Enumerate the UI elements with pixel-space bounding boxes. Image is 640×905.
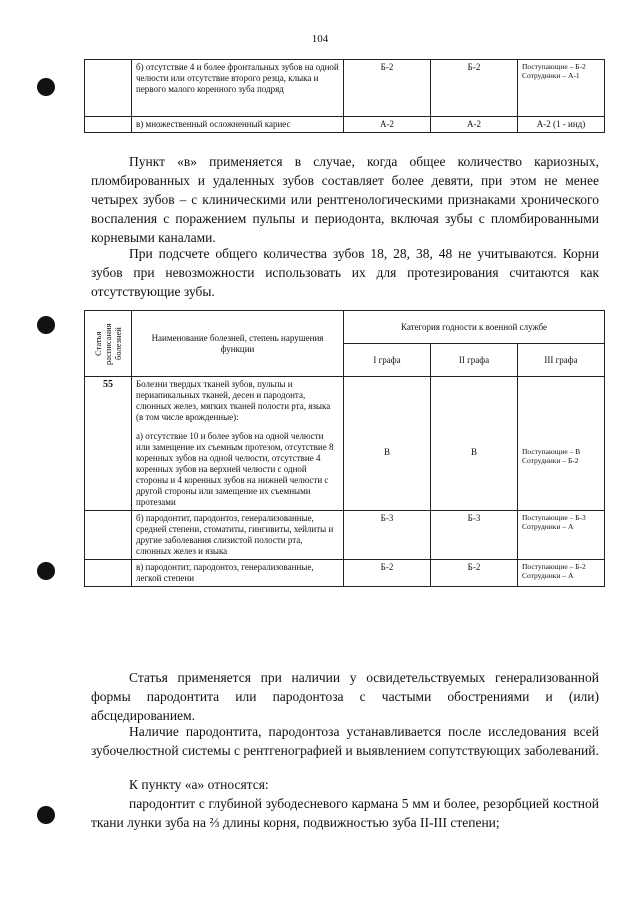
table-diseases [84,310,605,587]
grade-2: Б-2 [431,560,518,587]
article-cell [85,60,132,117]
grade-1: Б-3 [344,511,431,560]
grade-2: Б-3 [431,511,518,560]
paragraph-5: К пункту «а» относятся: [129,777,269,792]
grade-1: В [344,377,431,511]
grade-3: Поступающие – Б-2 Сотрудники – А-1 [518,60,605,117]
header-article: Статья расписания болезней [85,311,132,377]
header-g2: II графа [431,344,518,377]
binder-hole-4 [37,806,55,824]
grade-3: Поступающие – Б-2 Сотрудники – А [518,560,605,587]
grade-2: В [431,377,518,511]
table-row [85,117,605,133]
article-cell [85,560,132,587]
binder-hole-1 [37,78,55,96]
paragraph-3: Статья применяется при наличии у освидетельствуемых генерализованной формы пародонтита или пародонтоза с частыми обострениями и (или) абсцедированием. [91,670,599,723]
row-desc: Болезни твердых тканей зубов, пульпы и периапикальных тканей, десен и пародонта, слюнных желез, мягких тканей полости рта, языка (в том числе врожденные): а) отсутствие 10 и более зубов на одной челюсти или замещение их съемным протезом, отсутствие 8 коренных зубов на одной челюсти, отсутствие 4 коренных зубов на верхней челюсти с одной стороны и 4 коренных зубов на нижней челюсти с другой стороны или замещение их съемными протезами [132,377,344,511]
grade-3: Поступающие – В Сотрудники – Б-2 [518,377,605,511]
paragraph-6: пародонтит с глубиной зубодесневого кармана 5 мм и более, резорбцией костной ткани лунки зуба на ⅔ длины корня, подвижностью зуба II-III степени; [91,796,599,830]
grade-2: А-2 [431,117,518,133]
grade-3: А-2 (1 - инд) [518,117,605,133]
article-cell [85,511,132,560]
binder-hole-2 [37,316,55,334]
header-disease: Наименование болезней, степень нарушения функции [132,311,344,377]
article-cell [85,117,132,133]
row-desc: б) отсутствие 4 и более фронтальных зубов на одной челюсти или отсутствие второго резца, клыка и первого малого коренного зуба подряд [132,60,344,117]
header-g1: I графа [344,344,431,377]
page-number: 104 [311,33,329,45]
article-number: 55 [85,377,132,511]
row-desc: в) множественный осложненный кариес [132,117,344,133]
table-row [85,560,605,587]
row-desc: в) пародонтит, пародонтоз, генерализованные, легкой степени [132,560,344,587]
grade-2: Б-2 [431,60,518,117]
grade-3: Поступающие – Б-3 Сотрудники – А [518,511,605,560]
header-category: Категория годности к военной службе [344,311,605,344]
row-desc: б) пародонтит, пародонтоз, генерализованные, средней степени, стоматиты, гингивиты, хейлиты и другие заболевания слизистой полости рта, слюнных желез и языка [132,511,344,560]
paragraph-2: При подсчете общего количества зубов 18, 28, 38, 48 не учитываются. Корни зубов при невозможности использовать их для протезирования считаются как отсутствующие зубы. [91,246,599,299]
table-continuation [84,59,605,133]
paragraph-1: Пункт «в» применяется в случае, когда общее количество кариозных, пломбированных и удаленных зубов составляет более девяти, при этом не менее четырех зубов – с клиническими или рентгенологическими признаками хронического воспаления с поражением пульпы и периодонта, включая зубы с пломбированными корневыми каналами. [91,154,599,245]
grade-1: Б-2 [344,60,431,117]
paragraph-4: Наличие пародонтита, пародонтоза устанавливается после исследования всей зубочелюстной системы с рентгенографией и выявлением сопутствующих заболеваний. [91,724,599,758]
grade-1: Б-2 [344,560,431,587]
table-row [85,511,605,560]
header-g3: III графа [518,344,605,377]
grade-1: А-2 [344,117,431,133]
table-row [85,377,605,511]
table-row [85,60,605,117]
binder-hole-3 [37,562,55,580]
